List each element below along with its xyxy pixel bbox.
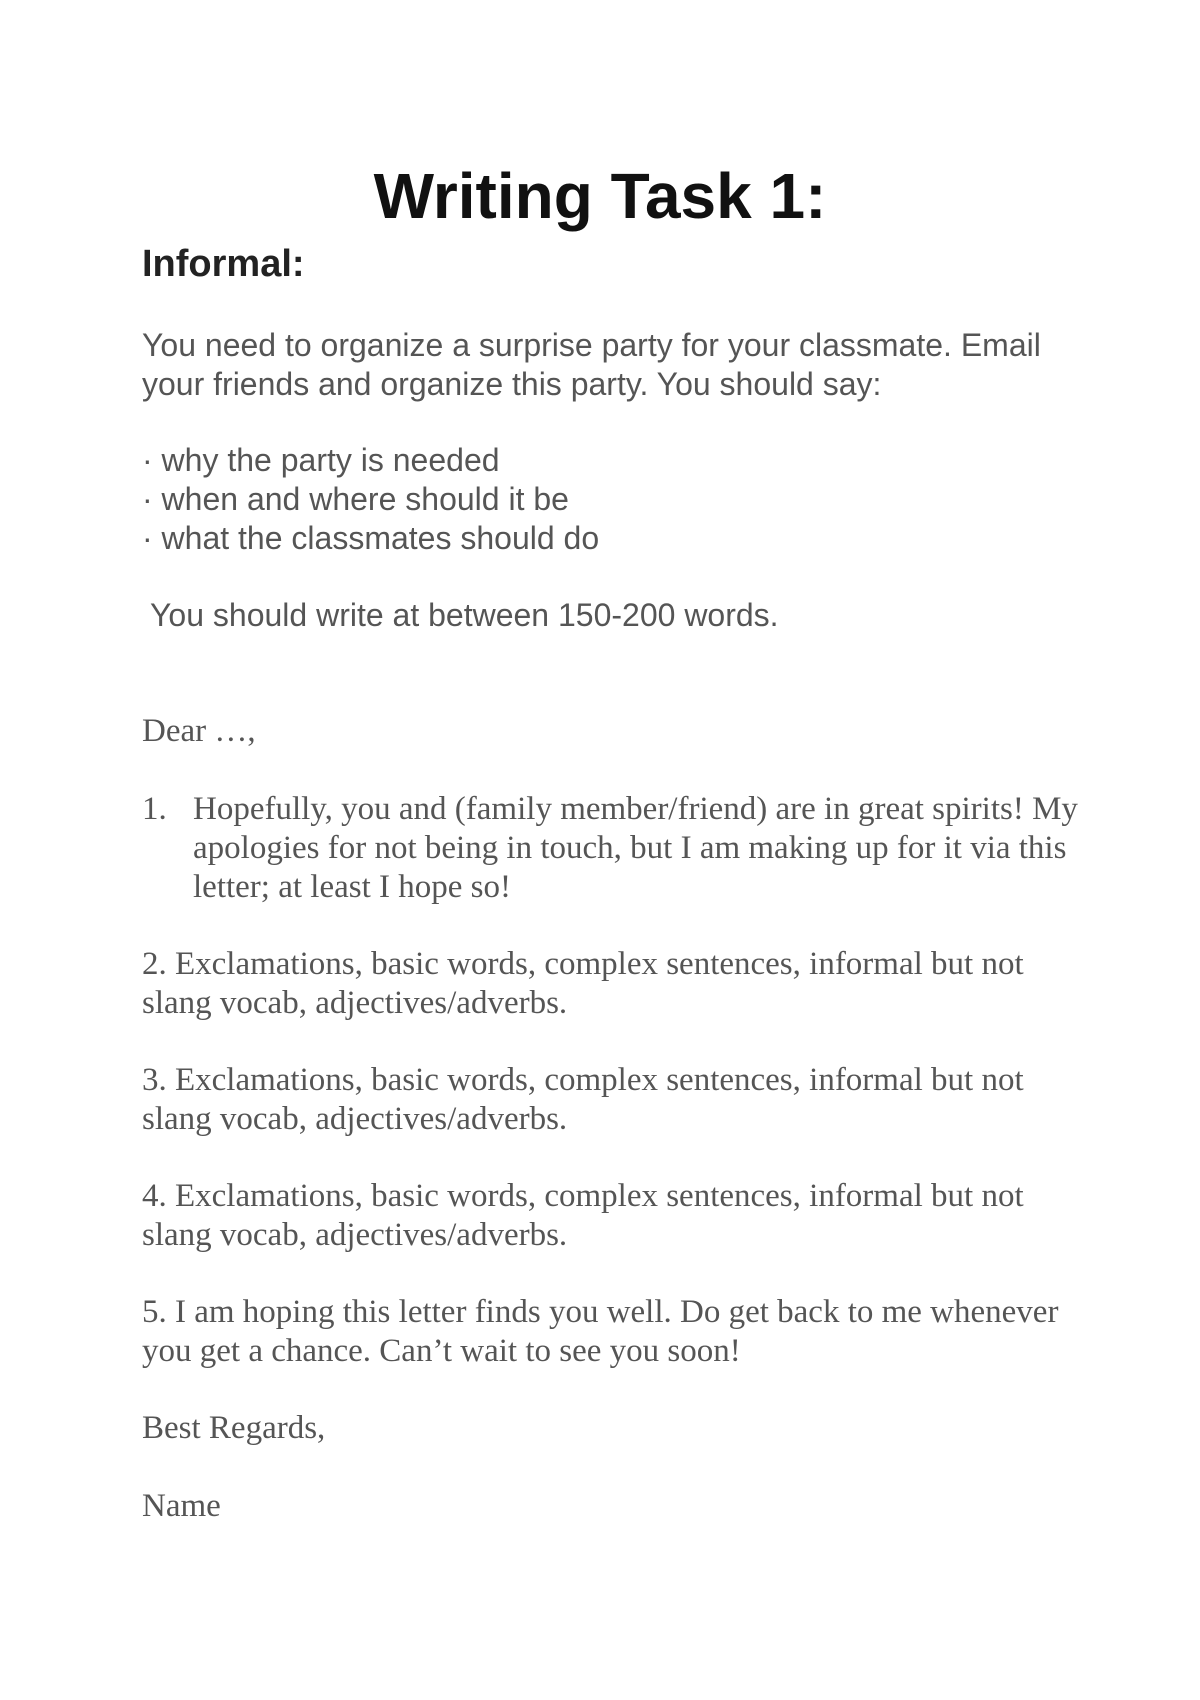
letter-paragraph-2: 2. Exclamations, basic words, complex sentences, informal but not slang vocab, adjectives/adverbs. <box>142 946 1024 1021</box>
page-title: Writing Task 1: <box>373 160 827 232</box>
letter-paragraph-4: 4. Exclamations, basic words, complex sentences, informal but not slang vocab, adjectives/adverbs. <box>142 1178 1024 1253</box>
paragraph-text: Hopefully, you and (family member/friend) are in great spirits! My apologies for not being in touch, but I am making up for it via this letter; at least I hope so! <box>193 791 1078 905</box>
letter-greeting: Dear …, <box>142 713 256 749</box>
paragraph-number: 1. <box>142 791 167 827</box>
requirements-list <box>142 441 1082 558</box>
requirement-item: · what the classmates should do <box>142 520 600 556</box>
requirement-item: · why the party is needed <box>142 442 500 478</box>
letter-paragraph-5: 5. I am hoping this letter finds you well. Do get back to me whenever you get a chance. Can’t wait to see you soon! <box>142 1294 1059 1369</box>
letter-paragraph-3: 3. Exclamations, basic words, complex sentences, informal but not slang vocab, adjectives/adverbs. <box>142 1062 1024 1137</box>
requirement-item: · when and where should it be <box>142 481 569 517</box>
letter-closing: Best Regards, <box>142 1410 326 1446</box>
word-count-note: You should write at between 150-200 words. <box>150 597 779 633</box>
letter-paragraph-1 <box>142 790 1082 907</box>
letter-signature: Name <box>142 1488 221 1524</box>
task-prompt: You need to organize a surprise party for your classmate. Email your friends and organize this party. You should say: <box>142 327 1041 402</box>
task-type-heading: Informal: <box>142 243 305 285</box>
